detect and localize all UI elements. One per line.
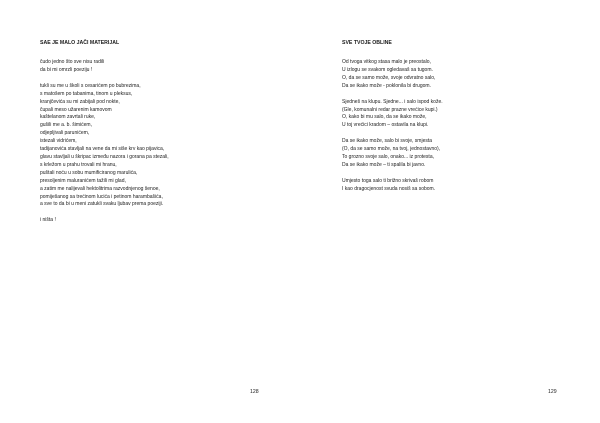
page-number: 128 [250,389,259,395]
verse-line: O, kako bi mu salo, da se ikako može, [342,114,427,121]
verse-line: To grozno svoje salo, onako... iz protesta, [342,154,434,161]
stanza [342,59,582,91]
poem-title: SAE JE MALO JAČI MATERIJAL [40,40,120,46]
verse-line: s matošem po tabanima, tinom u pleksus, [40,90,133,97]
poem-body [40,59,290,225]
stanza [40,83,290,210]
verse-line: (Gle, komunalni redar prazne vrećice kupi.) [342,106,438,113]
verse-line: odjepljivali parunićem, [40,130,90,137]
page-number: 129 [548,389,557,395]
verse-line: a zatim me nalijevali hektolitrima razvodnjenog šenoe, [40,185,160,192]
poem-body [342,59,582,194]
verse-line: s krležom u prahu trovali mi hranu, [40,161,117,168]
verse-line: I kao dragocjenost svuda nosiš sa sobom. [342,185,436,192]
verse-line: O, da se samo može, svoje odvratno salo, [342,74,436,81]
verse-line: gušili me a. b. šimićem, [40,122,92,129]
verse-line: i ništa ! [40,217,56,224]
verse-line: Da se ikako može, salo bi svoje, smjesta [342,138,433,145]
stanza [40,59,290,75]
stanza [342,138,582,170]
verse-line: U toj vrećici kradom – ostavila na klupi. [342,122,429,129]
verse-line: Od tvoga vitkog stasa malo je preostalo, [342,59,431,65]
verse-line: Sjedneš na klupu. Sjedne... i salo ispod kože. [342,98,443,105]
verse-line: Da se ikako može - poklonila bi drugom. [342,82,431,89]
verse-line: da bi mi omrzli poeziju ! [40,66,93,73]
poem-title: SVE TVOJE OBLINE [342,40,392,46]
stanza [342,99,582,131]
verse-line: puštali noću u sobu mumificiranog marulića, [40,169,138,176]
poem [342,40,582,202]
right-page [300,0,600,423]
verse-line: Umjesto toga salo ti brižno skrivaš robom [342,177,434,184]
verse-line: kranjčevića su mi zabijali pod nokte, [40,98,120,105]
verse-line: glavu stavljali u škripac između nazora i gorana pa stezali, [40,153,169,160]
stanza [342,178,582,194]
verse-line: čupali meso užarenim kamovom [40,106,112,113]
verse-line: kaštelanom zavrtali ruke, [40,114,96,121]
verse-line: Da se ikako može – ti spalila bi javno. [342,161,426,168]
verse-line: tukli su me u školi s cesarićem po bubrezima, [40,82,141,89]
verse-line: (O, da se samo može, na tvoj, jednostavno), [342,146,441,153]
stanza [40,217,290,225]
verse-line: presoljenim maluranićem tažili mi glad, [40,177,126,184]
verse-line: U izlogu se svakom ogledavaš sa tugom. [342,66,433,73]
verse-line: pomiješanog sa trećinom lucića i petinom harambašića, [40,193,163,200]
verse-line: a sve to da bi u meni zatukli svaku ljubav prema poeziji. [40,201,164,208]
verse-line: čudo jedno što sve nisu radili [40,59,105,65]
poem [40,40,290,233]
verse-line: istezali vidrićem, [40,138,77,145]
verse-line: tadijanovića stavljali na vene da mi siše krv kao pijavica, [40,146,165,153]
